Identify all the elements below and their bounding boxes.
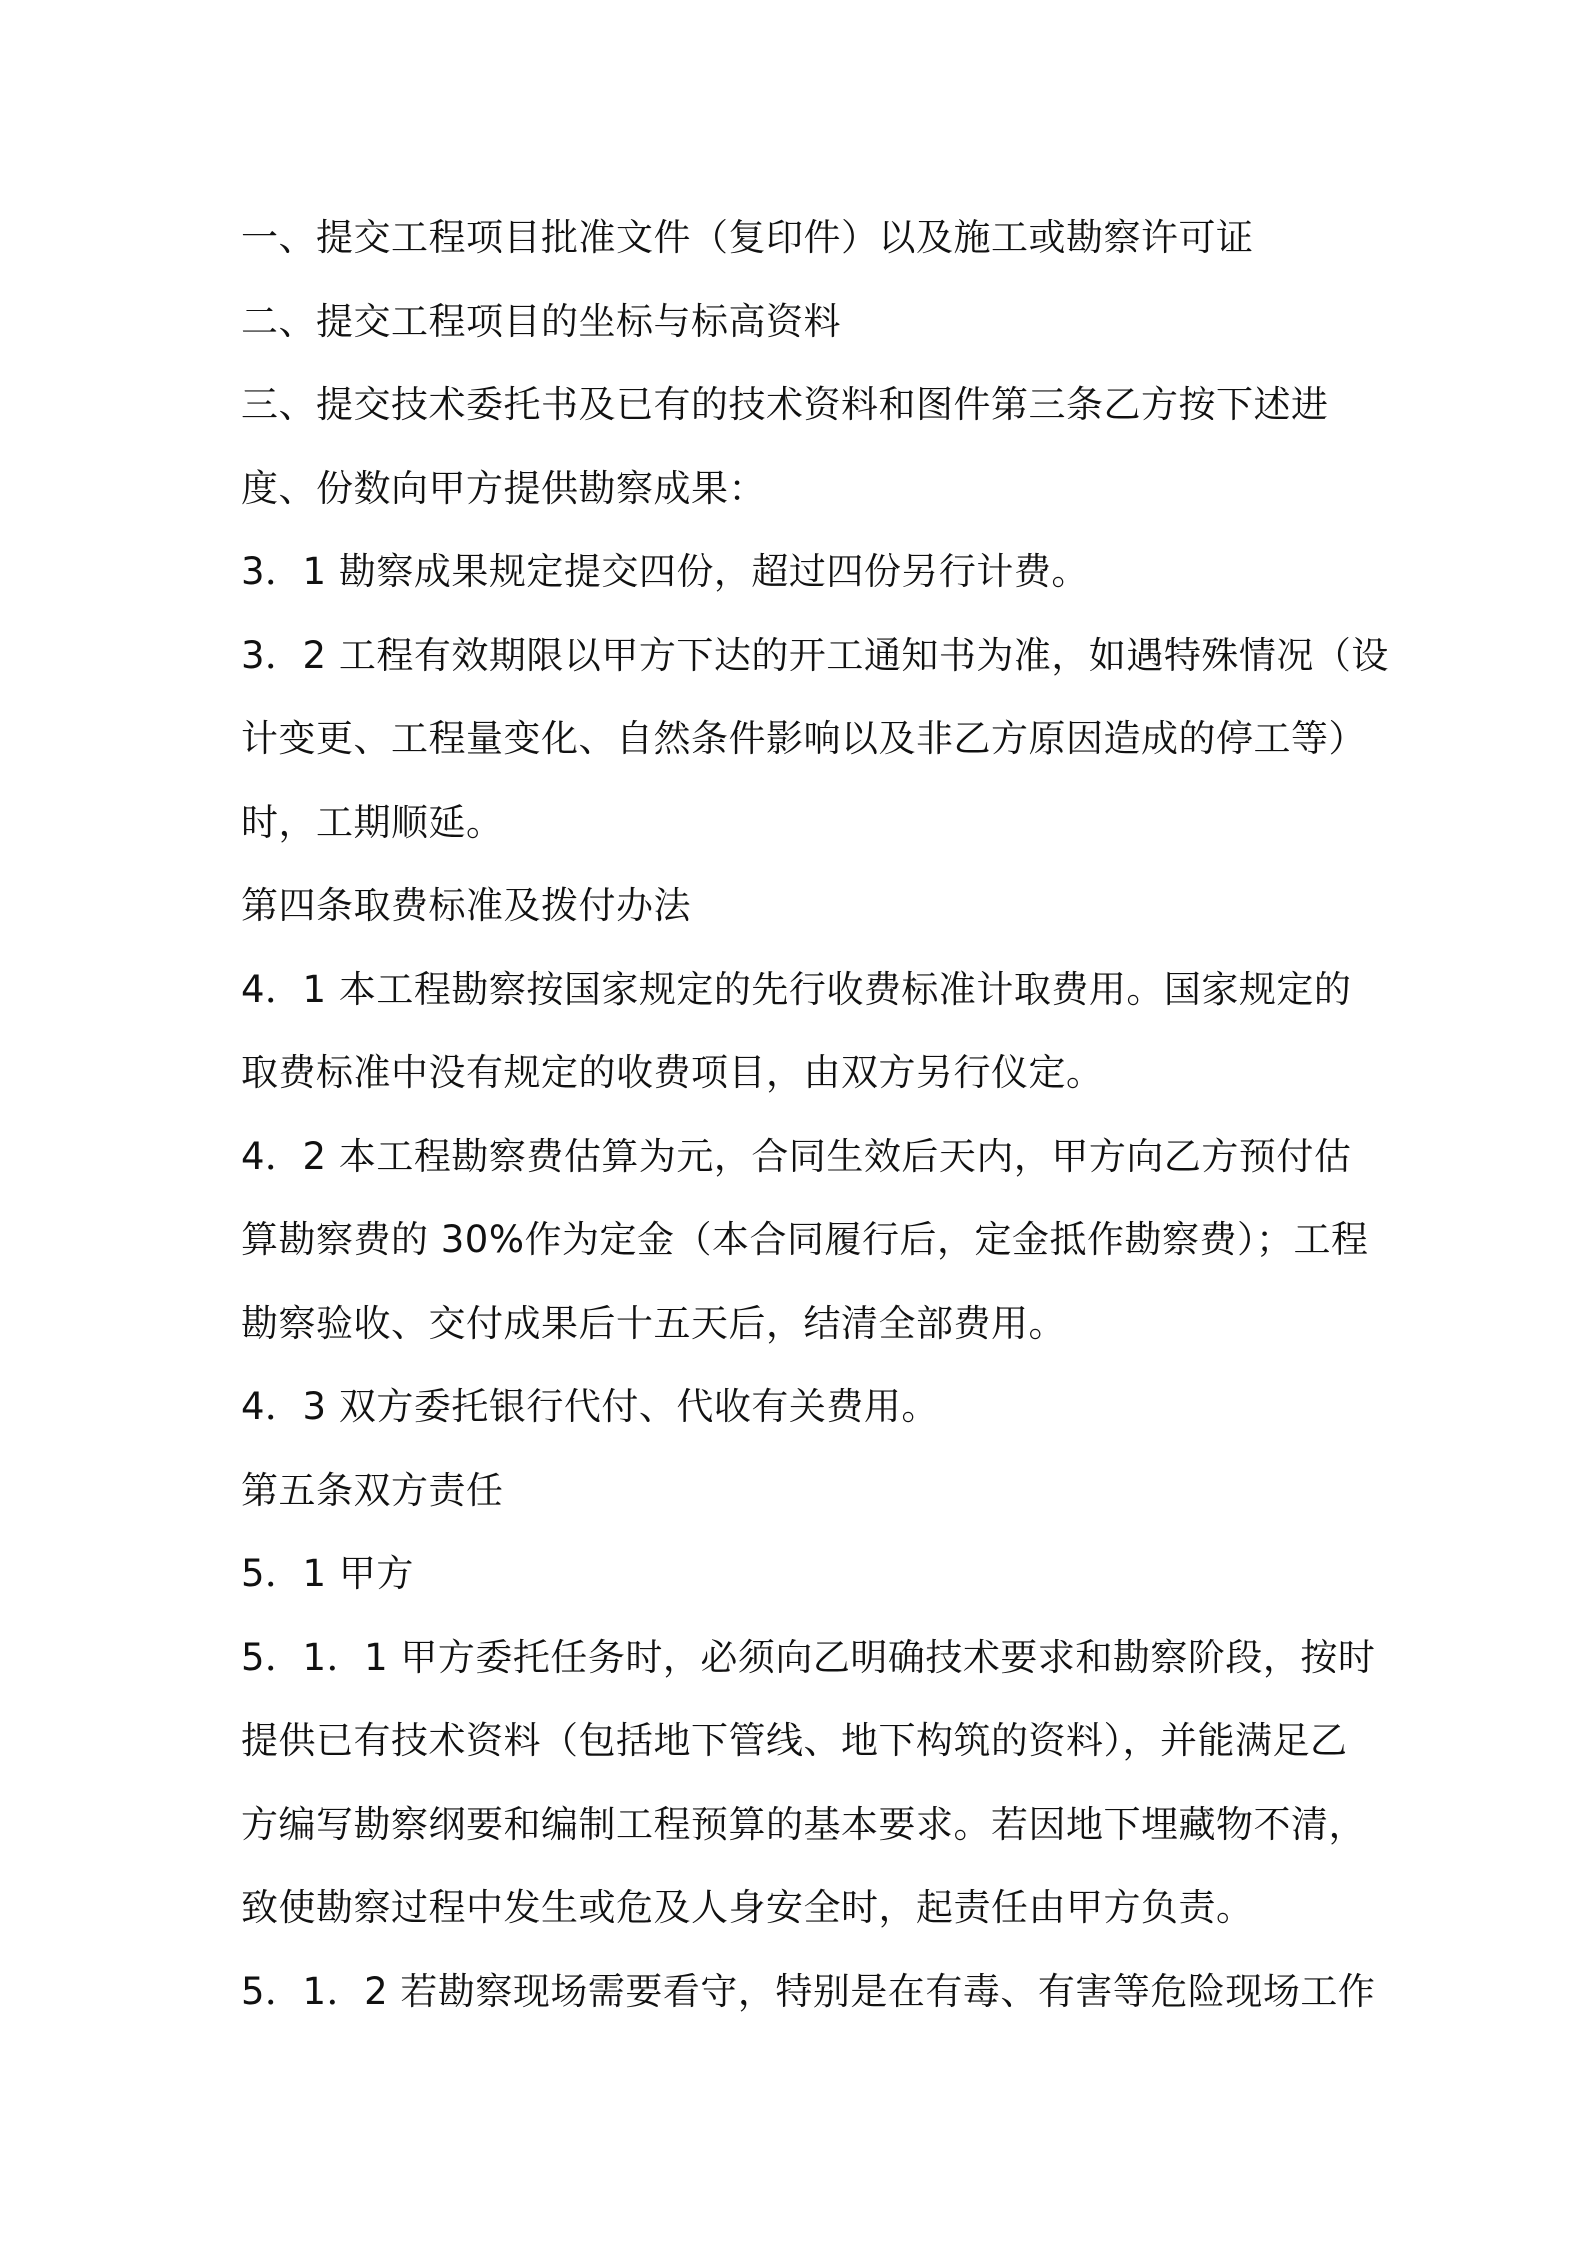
text-line: 二、提交工程项目的坐标与标高资料 xyxy=(241,299,841,343)
text-line: 算勘察费的 30%作为定金（本合同履行后，定金抵作勘察费）；工程 xyxy=(241,1218,1369,1261)
text-line: 3．1 勘察成果规定提交四份，超过四份另行计费。 xyxy=(241,550,1089,593)
document-body xyxy=(241,196,1389,2033)
text-line: 取费标准中没有规定的收费项目，由双方另行仪定。 xyxy=(241,1051,1104,1094)
text-line: 一、提交工程项目批准文件（复印件）以及施工或勘察许可证 xyxy=(241,216,1254,259)
section-heading: 第五条双方责任 xyxy=(241,1468,504,1512)
text-line: 三、提交技术委托书及已有的技术资料和图件第三条乙方按下述进 xyxy=(241,383,1329,426)
text-line: 时，工期顺延。 xyxy=(241,800,504,844)
text-line: 3．2 工程有效期限以甲方下达的开工通知书为准，如遇特殊情况（设 xyxy=(241,633,1389,677)
text-line: 提供已有技术资料（包括地下管线、地下构筑的资料），并能满足乙 xyxy=(241,1719,1348,1762)
text-line: 度、份数向甲方提供勘察成果： xyxy=(241,466,766,510)
text-line: 计变更、工程量变化、自然条件影响以及非乙方原因造成的停工等） xyxy=(241,717,1366,760)
text-line: 5．1．1 甲方委托任务时，必须向乙明确技术要求和勘察阶段，按时 xyxy=(241,1635,1376,1679)
text-line: 致使勘察过程中发生或危及人身安全时，起责任由甲方负责。 xyxy=(241,1886,1254,1929)
text-line: 4．1 本工程勘察按国家规定的先行收费标准计取费用。国家规定的 xyxy=(241,967,1352,1011)
text-line: 4．2 本工程勘察费估算为元，合同生效后天内，甲方向乙方预付估 xyxy=(241,1134,1352,1178)
text-line: 勘察验收、交付成果后十五天后，结清全部费用。 xyxy=(241,1301,1066,1345)
section-heading: 第四条取费标准及拨付办法 xyxy=(241,884,691,927)
text-line: 5．1．2 若勘察现场需要看守，特别是在有毒、有害等危险现场工作 xyxy=(241,1969,1376,2013)
text-line: 5．1 甲方 xyxy=(241,1552,414,1595)
text-line: 方编写勘察纲要和编制工程预算的基本要求。若因地下埋藏物不清， xyxy=(241,1802,1366,1846)
text-line: 4．3 双方委托银行代付、代收有关费用。 xyxy=(241,1385,939,1428)
